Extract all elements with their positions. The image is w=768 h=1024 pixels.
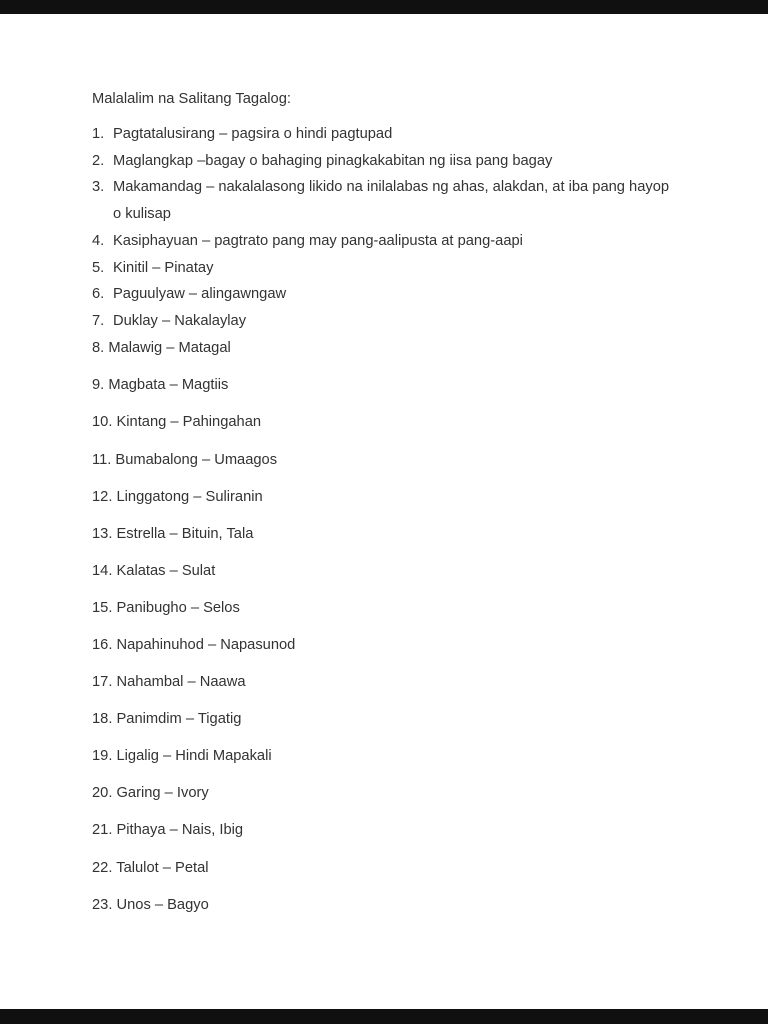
list-item: 15. Panibugho – Selos xyxy=(92,599,240,616)
list-item: 23. Unos – Bagyo xyxy=(92,896,209,913)
list-item xyxy=(92,148,708,175)
list-item-text: Paguulyaw – alingawngaw xyxy=(113,286,287,303)
list-item: 18. Panimdim – Tigatig xyxy=(92,711,242,728)
list-item-number: 4. xyxy=(92,232,105,249)
list-item-text-line2: o kulisap xyxy=(113,206,171,223)
list-item: 11. Bumabalong – Umaagos xyxy=(92,451,278,468)
list-item-text: Kasiphayuan – pagtrato pang may pang-aalipusta at pang-aapi xyxy=(113,232,523,249)
list-item: 22. Talulot – Petal xyxy=(92,859,209,876)
viewer-top-bar xyxy=(0,0,768,14)
list-item: 17. Nahambal – Naawa xyxy=(92,674,246,691)
numbered-list-continued xyxy=(92,367,708,923)
list-item-text: Maglangkap –bagay o bahaging pinagkakabitan ng iisa pang bagay xyxy=(113,152,553,169)
list-item xyxy=(92,174,708,227)
list-item xyxy=(92,281,708,308)
list-item-number: 7. xyxy=(92,312,105,329)
page-title: Malalalim na Salitang Tagalog: xyxy=(92,91,291,107)
list-item: 19. Ligalig – Hindi Mapakali xyxy=(92,748,272,765)
list-item-text-line1: Makamandag – nakalalasong likido na inilalabas ng ahas, alakdan, at iba pang hayop xyxy=(113,179,670,196)
list-item: 13. Estrella – Bituin, Tala xyxy=(92,525,254,542)
list-item-number: 5. xyxy=(92,259,105,276)
list-item: 14. Kalatas – Sulat xyxy=(92,562,216,579)
list-item-number: 2. xyxy=(92,152,105,169)
list-item xyxy=(92,121,708,148)
list-item: 16. Napahinuhod – Napasunod xyxy=(92,636,296,653)
numbered-list xyxy=(92,121,708,361)
list-item-number: 6. xyxy=(92,286,105,303)
document-content xyxy=(0,14,768,924)
list-item-number: 1. xyxy=(92,126,105,142)
list-item: 20. Garing – Ivory xyxy=(92,785,209,802)
list-item: 8. Malawig – Matagal xyxy=(92,339,231,356)
list-item: 21. Pithaya – Nais, Ibig xyxy=(92,822,244,839)
list-item xyxy=(92,228,708,255)
list-item xyxy=(92,255,708,282)
list-item-text: Kinitil – Pinatay xyxy=(113,259,214,276)
list-item-text: Pagtatalusirang – pagsira o hindi pagtupad xyxy=(113,126,393,142)
list-item-text: Duklay – Nakalaylay xyxy=(113,312,247,329)
list-item: 9. Magbata – Magtiis xyxy=(92,377,229,394)
document-page xyxy=(0,14,768,1009)
list-item-text xyxy=(113,174,688,227)
list-item-number: 3. xyxy=(92,179,105,196)
list-item: 12. Linggatong – Suliranin xyxy=(92,488,263,505)
list-item: 10. Kintang – Pahingahan xyxy=(92,414,262,431)
list-item xyxy=(92,308,708,335)
viewer-bottom-bar xyxy=(0,1009,768,1024)
